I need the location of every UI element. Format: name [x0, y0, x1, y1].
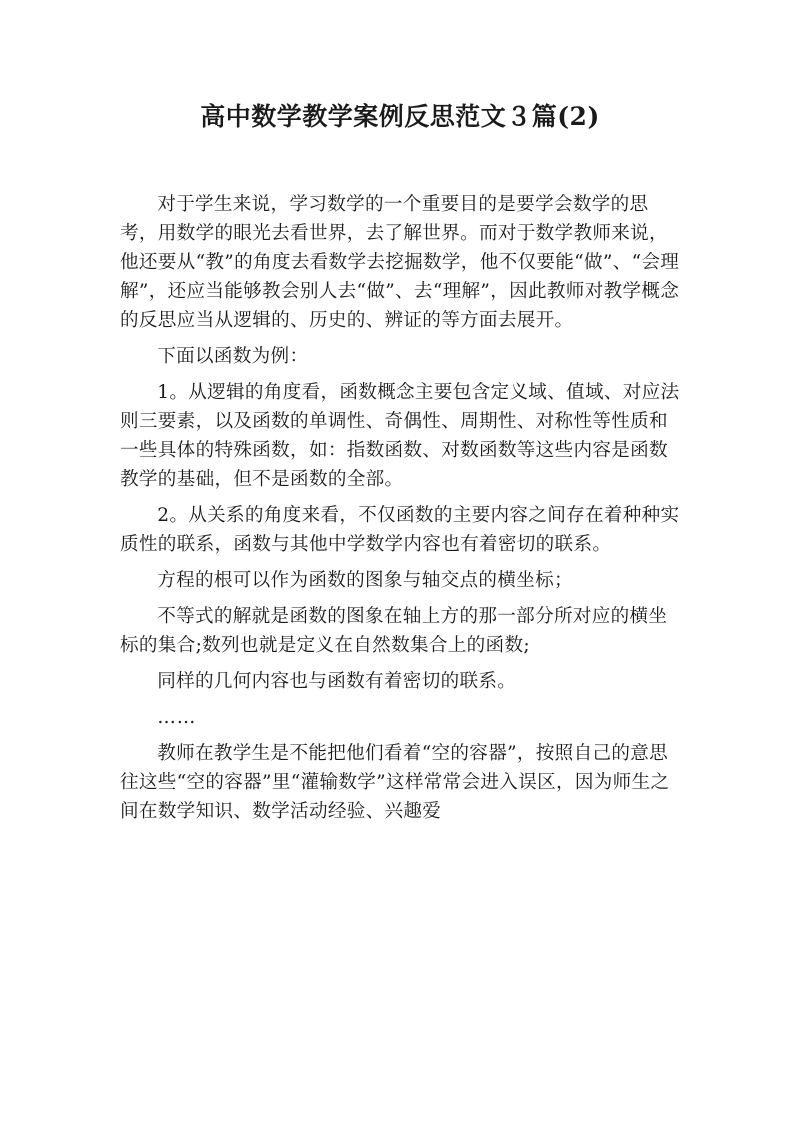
paragraph-teacher: 教师在教学生是不能把他们看着“空的容器”，按照自己的意思往这些“空的容器”里“灌输数学”这样常常会进入误区，因为师生之间在数学知识、数学活动经验、兴趣爱: [120, 743, 670, 822]
paragraph-example-lead: 下面以函数为例：: [157, 346, 309, 367]
document-body: [120, 190, 684, 826]
paragraph-point-1: 1。从逻辑的角度看，函数概念主要包含定义域、值域、对应法则三要素，以及函数的单调性、奇偶性、周期性、对称性等性质和一些具体的特殊函数，如：指数函数、对数函数等这些内容是函数教学的基础，但不是函数的全部。: [120, 382, 680, 490]
paragraph-inequality: 不等式的解就是函数的图象在轴上方的那一部分所对应的横坐标的集合;数列也就是定义在自然数集合上的函数;: [120, 606, 668, 656]
paragraph-intro: 对于学生来说，学习数学的一个重要目的是要学会数学的思考，用数学的眼光去看世界，去了解世界。而对于数学教师来说，他还要从“教”的角度去看数学去挖掘数学，他不仅要能“做”、“会理解”，还应当能够教会别人去“做”、去“理解”，因此教师对教学概念的反思应当从逻辑的、历史的、辨证的等方面去展开。: [120, 194, 680, 331]
paragraph-point-2: 2。从关系的角度来看，不仅函数的主要内容之间存在着种种实质性的联系，函数与其他中学数学内容也有着密切的联系。: [120, 505, 680, 555]
paragraph-geometry: 同样的几何内容也与函数有着密切的联系。: [157, 671, 517, 692]
paragraph-ellipsis: ……: [157, 707, 197, 728]
paragraph-equation-root: 方程的根可以作为函数的图象与轴交点的横坐标；: [157, 570, 573, 591]
document-title: 高中数学教学案例反思范文３篇(2): [200, 102, 600, 131]
